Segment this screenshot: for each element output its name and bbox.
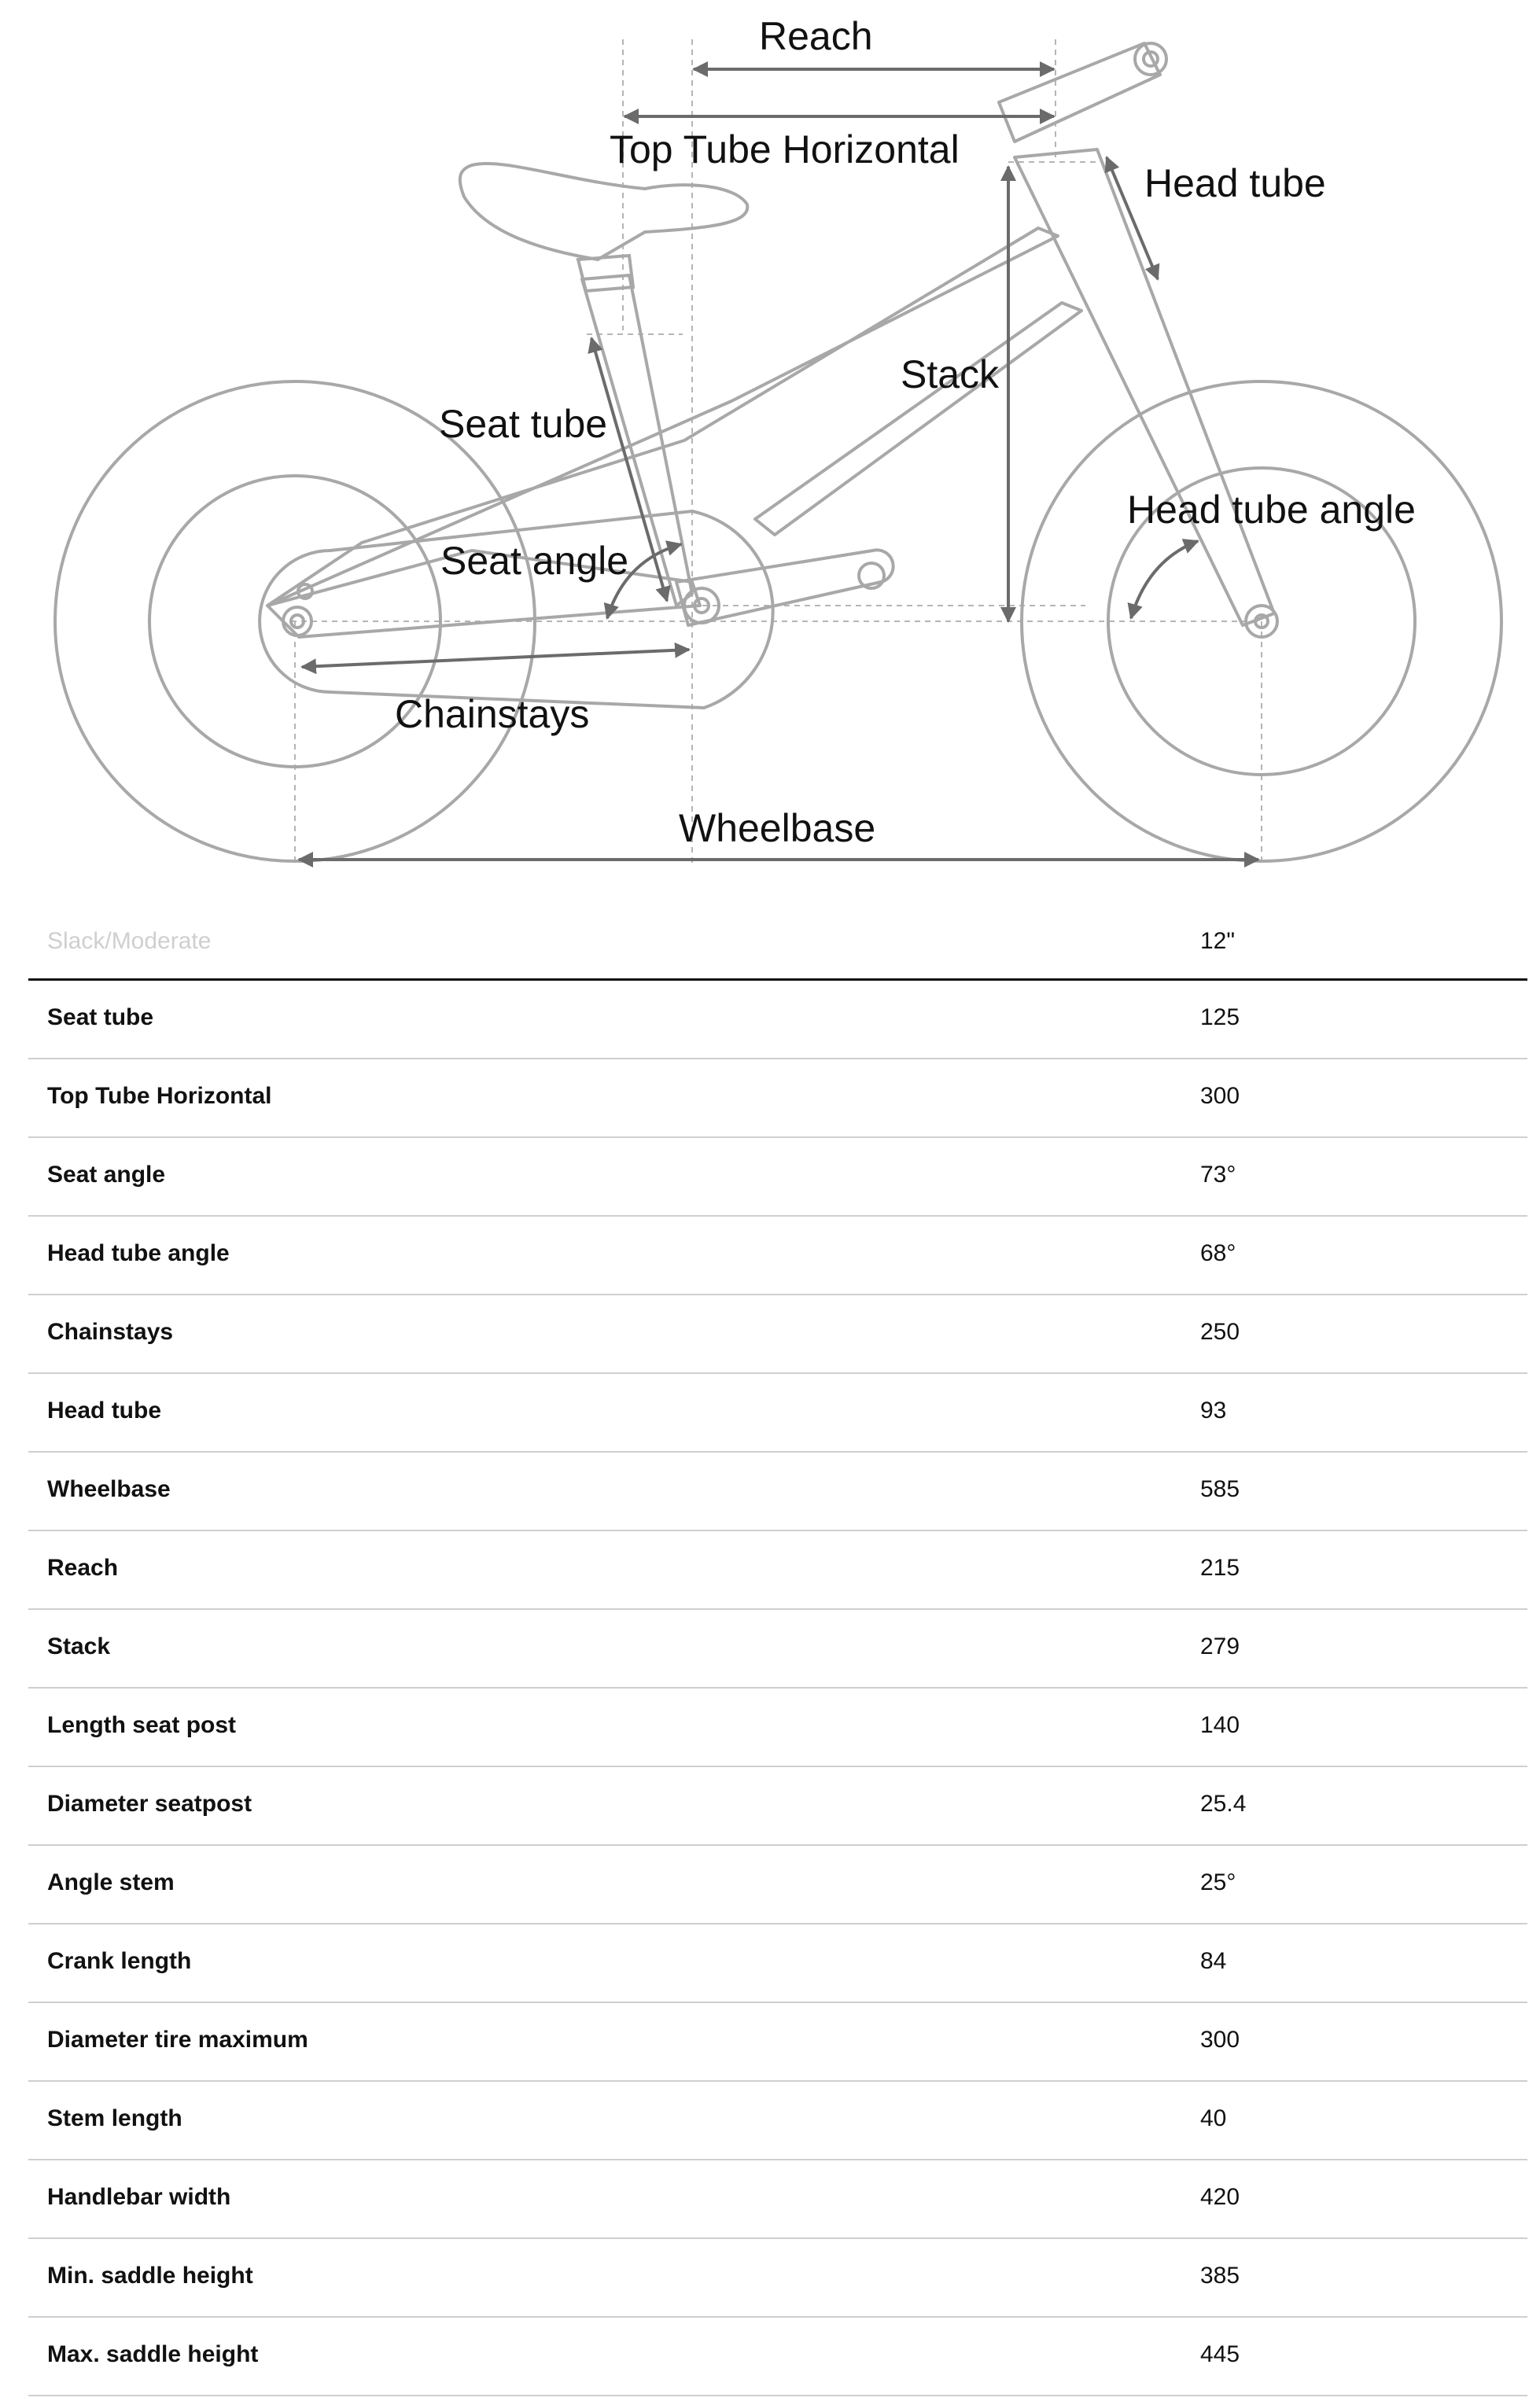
row-label: Max. saddle height <box>47 2341 259 2367</box>
row-label: Reach <box>47 1555 119 1581</box>
row-label: Wheelbase <box>47 1476 171 1502</box>
row-value: 140 <box>1200 1712 1240 1738</box>
row-label: Diameter seatpost <box>47 1791 252 1817</box>
dimension-arrows <box>299 69 1258 860</box>
row-label: Chainstays <box>47 1319 174 1345</box>
table-row <box>28 2082 1527 2160</box>
header-size: 12" <box>1200 928 1236 954</box>
geometry-table <box>28 912 1527 2396</box>
table-row <box>28 1767 1527 1846</box>
row-value: 300 <box>1200 2027 1240 2053</box>
top-tube-horizontal-label: Top Tube Horizontal <box>610 127 960 171</box>
reach-label: Reach <box>759 14 873 58</box>
row-label: Diameter tire maximum <box>47 2027 308 2053</box>
row-value: 73° <box>1200 1162 1236 1188</box>
table-row <box>28 2239 1527 2318</box>
row-value: 40 <box>1200 2105 1227 2131</box>
chainstays-arrow <box>302 650 689 667</box>
head-tube-angle-arc <box>1131 541 1198 618</box>
row-label: Stem length <box>47 2105 182 2131</box>
row-value: 250 <box>1200 1319 1240 1345</box>
row-label: Head tube angle <box>47 1240 230 1266</box>
table-row <box>28 1138 1527 1217</box>
chainstays-label: Chainstays <box>395 692 590 736</box>
header-label: Slack/Moderate <box>47 928 212 954</box>
row-label: Min. saddle height <box>47 2263 253 2289</box>
row-label: Stack <box>47 1633 111 1659</box>
table-row <box>28 1610 1527 1689</box>
table-row <box>28 2318 1527 2396</box>
row-value: 25° <box>1200 1869 1236 1895</box>
row-label: Crank length <box>47 1948 192 1974</box>
row-value: 215 <box>1200 1555 1240 1581</box>
table-row <box>28 1846 1527 1924</box>
row-value: 300 <box>1200 1083 1240 1109</box>
table-row <box>28 981 1527 1059</box>
table-row <box>28 1217 1527 1295</box>
saddle <box>460 164 748 291</box>
row-label: Head tube <box>47 1398 162 1423</box>
row-value: 25.4 <box>1200 1791 1247 1817</box>
row-value: 585 <box>1200 1476 1240 1502</box>
head-tube-label: Head tube <box>1144 161 1326 205</box>
row-label: Seat tube <box>47 1004 154 1030</box>
row-label: Angle stem <box>47 1869 175 1895</box>
row-label: Top Tube Horizontal <box>47 1083 272 1109</box>
seat-tube-label: Seat tube <box>439 402 608 446</box>
row-value: 125 <box>1200 1004 1240 1030</box>
wheelbase-label: Wheelbase <box>679 806 876 850</box>
row-value: 68° <box>1200 1240 1236 1266</box>
row-label: Seat angle <box>47 1162 166 1188</box>
row-value: 93 <box>1200 1398 1227 1423</box>
row-value: 420 <box>1200 2184 1240 2210</box>
row-value: 385 <box>1200 2263 1240 2289</box>
table-row <box>28 1453 1527 1531</box>
table-row <box>28 1059 1527 1138</box>
table-row <box>28 2003 1527 2082</box>
table-row <box>28 1924 1527 2003</box>
table-row <box>28 1295 1527 1374</box>
row-value: 84 <box>1200 1948 1227 1974</box>
row-label: Handlebar width <box>47 2184 231 2210</box>
table-header <box>28 912 1527 981</box>
row-value: 279 <box>1200 1633 1240 1659</box>
row-value: 445 <box>1200 2341 1240 2367</box>
table-row <box>28 1689 1527 1767</box>
stack-label: Stack <box>901 352 1000 396</box>
bike-geometry-svg <box>0 0 1540 912</box>
table-row <box>28 1531 1527 1610</box>
table-body <box>28 981 1527 2396</box>
seat-angle-label: Seat angle <box>440 539 629 583</box>
geometry-diagram <box>0 0 1540 912</box>
table-row <box>28 1374 1527 1453</box>
table-row <box>28 2160 1527 2239</box>
row-label: Length seat post <box>47 1712 237 1738</box>
head-tube-angle-label: Head tube angle <box>1127 488 1416 532</box>
